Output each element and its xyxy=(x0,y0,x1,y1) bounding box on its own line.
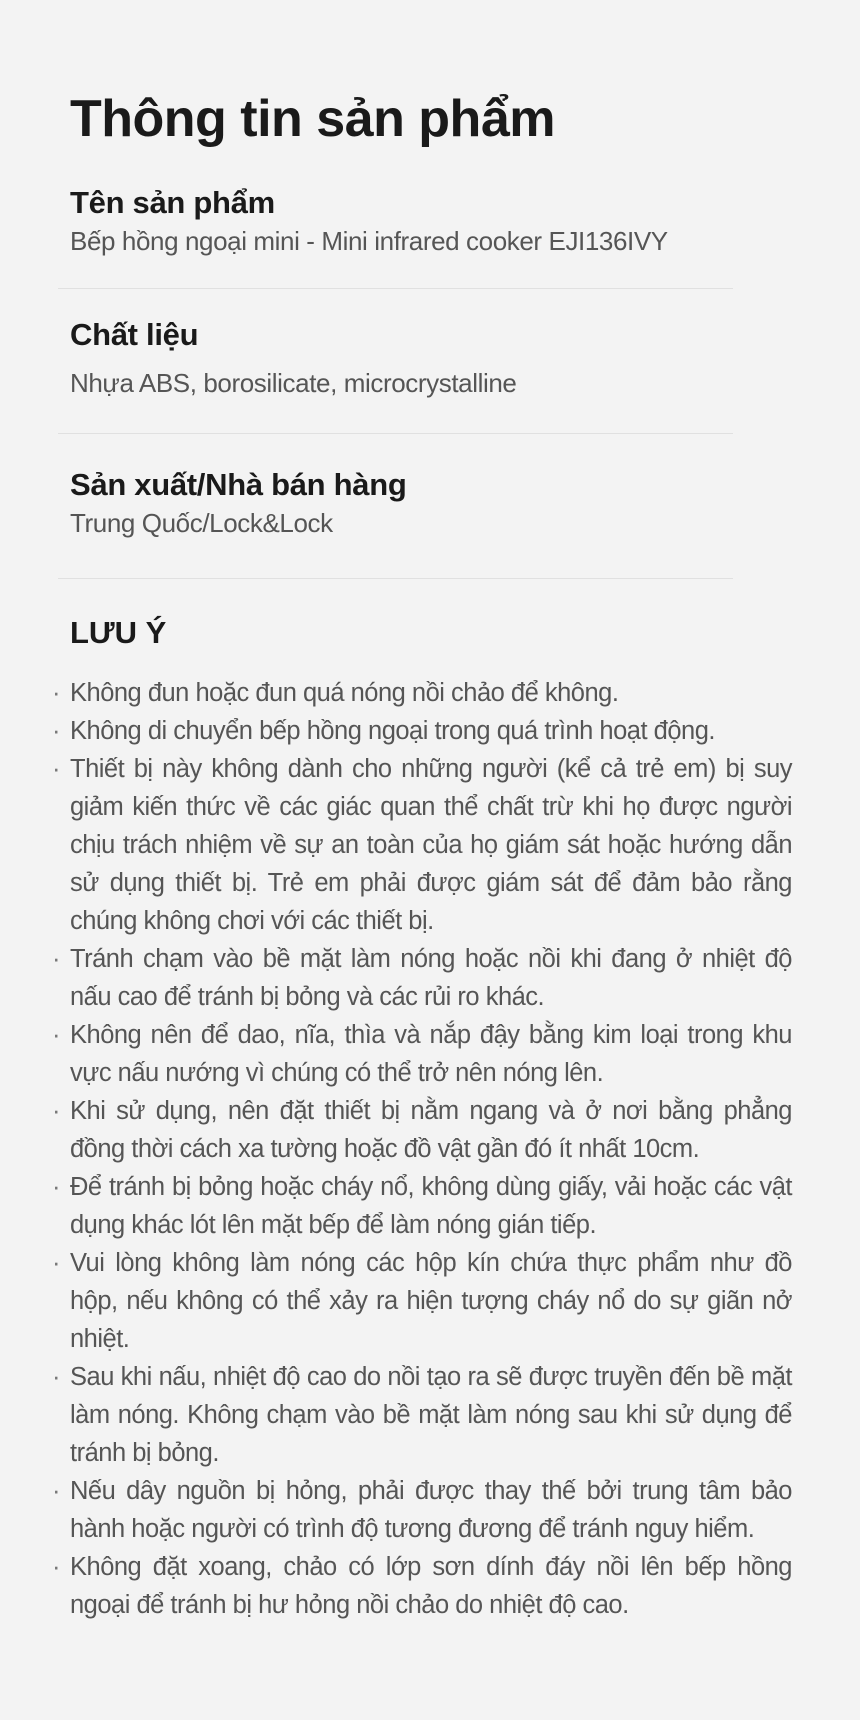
note-text: Nếu dây nguồn bị hỏng, phải được thay thế bởi trung tâm bảo hành hoặc người có trình độ tương đương để tránh nguy hiểm. xyxy=(70,1477,792,1543)
notes-section xyxy=(52,612,792,1624)
bullet-icon: · xyxy=(52,945,60,973)
note-text: Khi sử dụng, nên đặt thiết bị nằm ngang và ở nơi bằng phẳng đồng thời cách xa tường hoặc đồ vật gần đó ít nhất 10cm. xyxy=(70,1097,792,1163)
bullet-icon: · xyxy=(52,1249,60,1277)
note-item xyxy=(52,1092,792,1168)
note-item xyxy=(52,1168,792,1244)
bullet-icon: · xyxy=(52,1021,60,1049)
note-text: Sau khi nấu, nhiệt độ cao do nồi tạo ra sẽ được truyền đến bề mặt làm nóng. Không chạm vào bề mặt làm nóng sau khi sử dụng để tránh bị bỏng. xyxy=(70,1363,792,1467)
origin-section xyxy=(70,466,790,540)
note-item xyxy=(52,1472,792,1548)
note-item xyxy=(52,1244,792,1358)
bullet-icon: · xyxy=(52,1477,60,1505)
divider xyxy=(58,578,733,579)
note-item xyxy=(52,1358,792,1472)
product-name-section xyxy=(70,184,790,258)
note-text: Không đặt xoang, chảo có lớp sơn dính đáy nồi lên bếp hồng ngoại để tránh bị hư hỏng nồi chảo do nhiệt độ cao. xyxy=(70,1553,792,1619)
bullet-icon: · xyxy=(52,1553,60,1581)
bullet-icon: · xyxy=(52,1097,60,1125)
note-text: Không nên để dao, nĩa, thìa và nắp đậy bằng kim loại trong khu vực nấu nướng vì chúng có thể trở nên nóng lên. xyxy=(70,1021,792,1087)
bullet-icon: · xyxy=(52,755,60,783)
bullet-icon: · xyxy=(52,679,60,707)
material-value: Nhựa ABS, borosilicate, microcrystalline xyxy=(70,368,517,398)
note-text: Thiết bị này không dành cho những người (kể cả trẻ em) bị suy giảm kiến thức về các giác quan thể chất trừ khi họ được người chịu trách nhiệm về sự an toàn của họ giám sát hoặc hướng dẫn sử dụng thiết bị. Trẻ em phải được giám sát để đảm bảo rằng chúng không chơi với các thiết bị. xyxy=(70,755,792,935)
notes-title: LƯU Ý xyxy=(70,615,167,650)
material-section xyxy=(70,316,790,400)
origin-value: Trung Quốc/Lock&Lock xyxy=(70,508,333,538)
divider xyxy=(58,433,733,434)
product-name-label: Tên sản phẩm xyxy=(70,185,275,220)
note-item xyxy=(52,674,792,712)
note-text: Không di chuyển bếp hồng ngoại trong quá trình hoạt động. xyxy=(70,717,715,745)
note-text: Không đun hoặc đun quá nóng nồi chảo để không. xyxy=(70,679,619,707)
note-item xyxy=(52,750,792,940)
product-name-value: Bếp hồng ngoại mini - Mini infrared cooker EJI136IVY xyxy=(70,226,668,256)
bullet-icon: · xyxy=(52,717,60,745)
bullet-icon: · xyxy=(52,1173,60,1201)
divider xyxy=(58,288,733,289)
note-text: Tránh chạm vào bề mặt làm nóng hoặc nồi khi đang ở nhiệt độ nấu cao để tránh bị bỏng và các rủi ro khác. xyxy=(70,945,792,1011)
note-item xyxy=(52,712,792,750)
material-label: Chất liệu xyxy=(70,317,199,352)
note-text: Để tránh bị bỏng hoặc cháy nổ, không dùng giấy, vải hoặc các vật dụng khác lót lên mặt bếp để làm nóng gián tiếp. xyxy=(70,1173,792,1239)
note-item xyxy=(52,940,792,1016)
note-item xyxy=(52,1016,792,1092)
origin-label: Sản xuất/Nhà bán hàng xyxy=(70,467,407,502)
page-title: Thông tin sản phẩm xyxy=(70,90,555,148)
note-item xyxy=(52,1548,792,1624)
bullet-icon: · xyxy=(52,1363,60,1391)
notes-list xyxy=(52,674,792,1624)
note-text: Vui lòng không làm nóng các hộp kín chứa thực phẩm như đồ hộp, nếu không có thể xảy ra hiện tượng cháy nổ do sự giãn nở nhiệt. xyxy=(70,1249,792,1353)
